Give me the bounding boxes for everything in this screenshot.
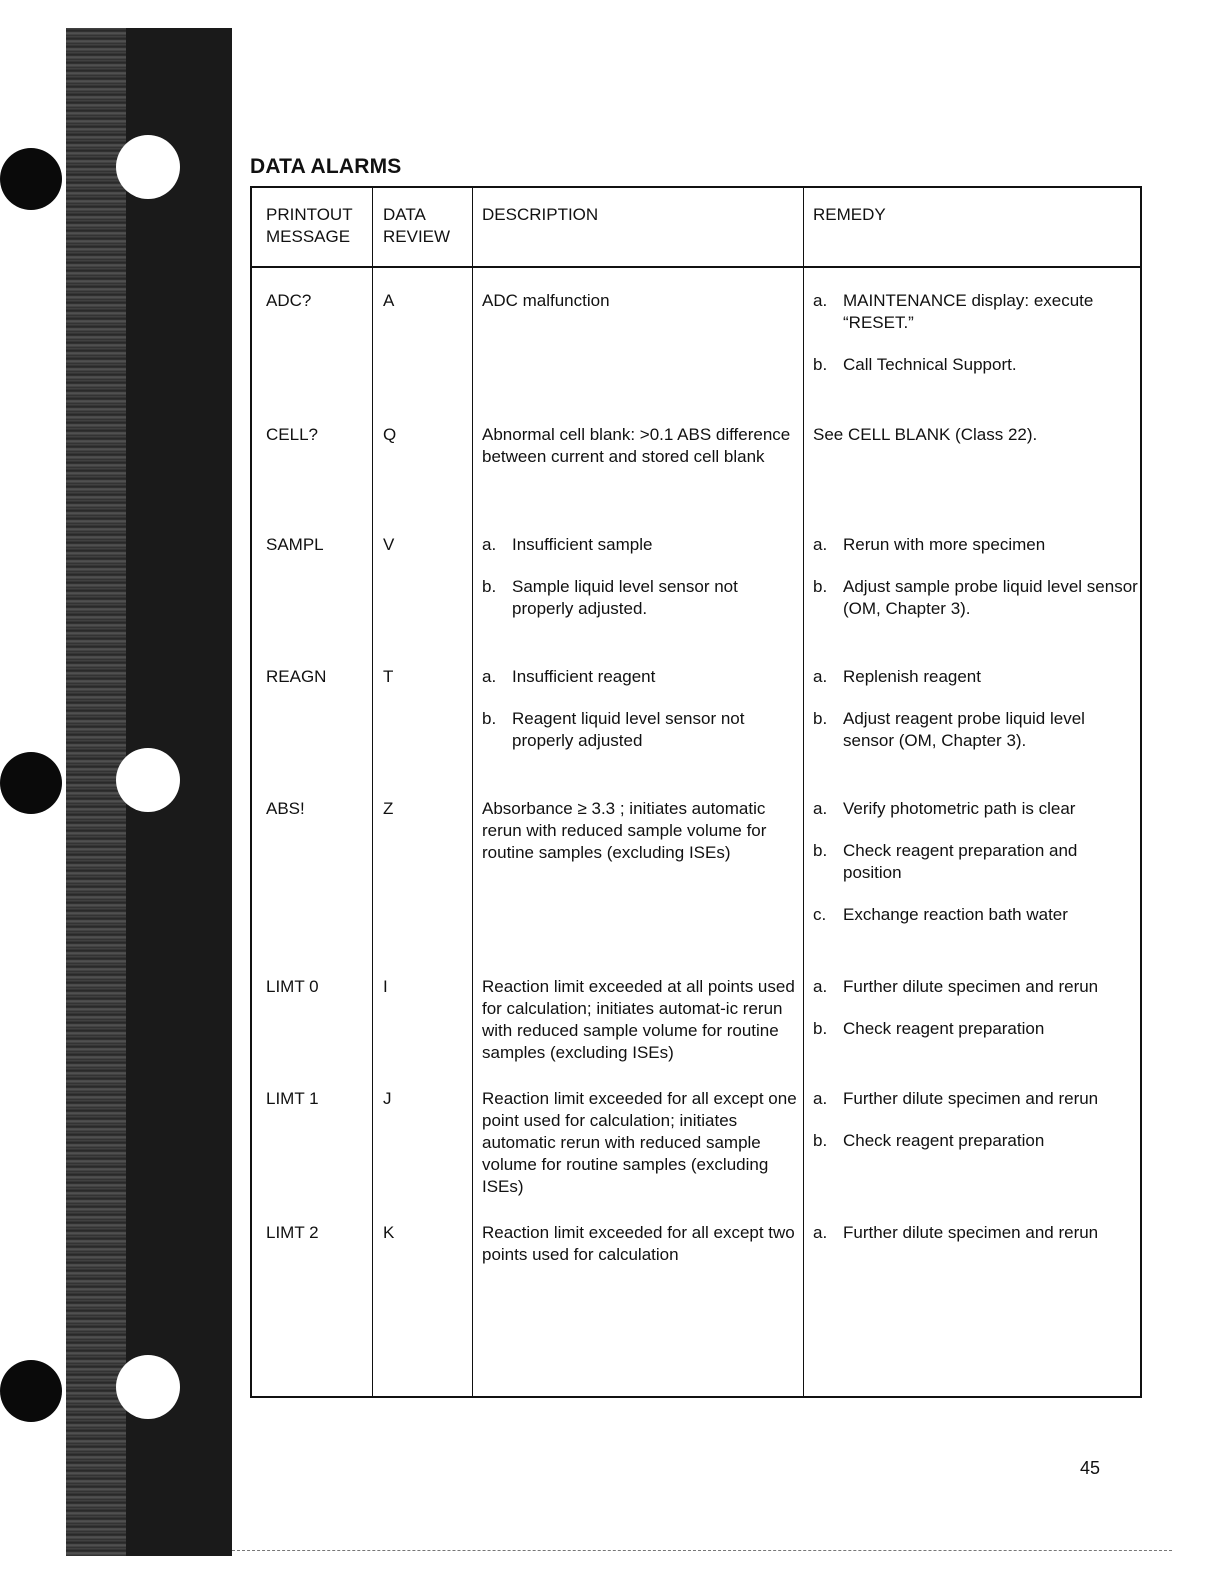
- item-letter: c.: [813, 905, 827, 924]
- item-text: Exchange reaction bath water: [843, 905, 1068, 924]
- description-cell: [482, 424, 800, 488]
- remedy-cell: [813, 1222, 1139, 1264]
- remedy-cell: [813, 534, 1139, 640]
- data-review-code: V: [383, 535, 395, 554]
- remedy-cell: [813, 424, 1139, 466]
- data-review-code: Q: [383, 425, 397, 444]
- remedy-item: [813, 904, 1139, 926]
- item-text: Further dilute specimen and rerun: [843, 1223, 1099, 1242]
- data-review-code: K: [383, 1223, 395, 1242]
- item-text: Insufficient reagent: [512, 667, 656, 686]
- remedy-item: [813, 290, 1139, 334]
- item-letter: b.: [482, 577, 497, 596]
- remedy-item: [813, 666, 1139, 688]
- item-text: Replenish reagent: [843, 667, 981, 686]
- item-letter: b.: [813, 709, 828, 728]
- remedy-item: [813, 1088, 1139, 1110]
- item-text: Adjust sample probe liquid level sensor (OM, Chapter 3).: [843, 577, 1138, 618]
- remedy-item: [813, 798, 1139, 820]
- description-item: [482, 576, 800, 620]
- remedy-item: [813, 1222, 1139, 1244]
- description-item: [482, 976, 800, 1064]
- header-printout-message: PRINTOUT MESSAGE: [266, 205, 353, 246]
- remedy-item: [813, 1018, 1139, 1040]
- description-item: [482, 1088, 800, 1198]
- data-review-code: I: [383, 977, 388, 996]
- description-cell: [482, 798, 800, 884]
- description-item: [482, 666, 800, 688]
- item-text: Reaction limit exceeded for all except two points used for calculation: [482, 1223, 795, 1264]
- item-text: Reaction limit exceeded for all except one point used for calculation; initiates automatic rerun with reduced sample volume for routine samples (excluding ISEs): [482, 1089, 797, 1196]
- item-text: Sample liquid level sensor not properly adjusted.: [512, 577, 738, 618]
- item-text: Reaction limit exceeded at all points used for calculation; initiates automat-ic rerun with reduced sample volume for routine samples (excluding ISEs): [482, 977, 795, 1062]
- item-text: See CELL BLANK (Class 22).: [813, 425, 1038, 444]
- description-cell: [482, 534, 800, 640]
- item-letter: b.: [813, 355, 828, 374]
- description-item: [482, 424, 800, 468]
- item-letter: b.: [813, 841, 828, 860]
- data-review-code: Z: [383, 799, 394, 818]
- data-review-code: T: [383, 667, 394, 686]
- remedy-item: [813, 840, 1139, 884]
- item-text: Absorbance ≥ 3.3 ; initiates automatic rerun with reduced sample volume for routine samples (excluding ISEs): [482, 799, 767, 862]
- item-letter: a.: [813, 291, 828, 310]
- item-text: Insufficient sample: [512, 535, 653, 554]
- remedy-item: [813, 708, 1139, 752]
- item-text: Adjust reagent probe liquid level sensor (OM, Chapter 3).: [843, 709, 1085, 750]
- description-cell: [482, 976, 800, 1084]
- item-text: Check reagent preparation: [843, 1019, 1045, 1038]
- description-item: [482, 290, 800, 312]
- description-cell: [482, 1088, 800, 1218]
- item-text: Rerun with more specimen: [843, 535, 1046, 554]
- item-letter: a.: [813, 1223, 828, 1242]
- item-text: Check reagent preparation: [843, 1131, 1045, 1150]
- binder-hole-top: [116, 135, 180, 199]
- item-text: Abnormal cell blank: >0.1 ABS difference between current and stored cell blank: [482, 425, 791, 466]
- remedy-item: [813, 424, 1139, 446]
- item-letter: a.: [813, 667, 828, 686]
- printout-message: LIMT 2: [266, 1223, 319, 1242]
- remedy-item: [813, 354, 1139, 376]
- item-letter: a.: [482, 667, 497, 686]
- description-item: [482, 798, 800, 864]
- printout-message: LIMT 0: [266, 977, 319, 996]
- data-review-code: J: [383, 1089, 392, 1108]
- remedy-cell: [813, 290, 1139, 396]
- remedy-item: [813, 576, 1139, 620]
- item-letter: b.: [813, 577, 828, 596]
- description-item: [482, 1222, 800, 1266]
- header-remedy: REMEDY: [813, 205, 886, 224]
- remedy-cell: [813, 976, 1139, 1060]
- punch-dot-top: [0, 148, 62, 210]
- printout-message: LIMT 1: [266, 1089, 319, 1108]
- item-letter: a.: [813, 535, 828, 554]
- item-letter: b.: [482, 709, 497, 728]
- page-title: DATA ALARMS: [250, 155, 402, 178]
- bottom-edge-rule: [232, 1550, 1172, 1551]
- item-letter: a.: [813, 1089, 828, 1108]
- data-alarms-table: [250, 186, 1142, 1398]
- printout-message: ADC?: [266, 291, 312, 310]
- item-text: ADC malfunction: [482, 291, 610, 310]
- item-letter: a.: [813, 977, 828, 996]
- header-data-review: DATA REVIEW: [383, 205, 451, 246]
- description-item: [482, 708, 800, 752]
- binder-hole-middle: [116, 748, 180, 812]
- description-cell: [482, 290, 800, 332]
- printout-message: ABS!: [266, 799, 305, 818]
- item-text: Call Technical Support.: [843, 355, 1017, 374]
- item-letter: a.: [813, 799, 828, 818]
- page-number: 45: [1080, 1458, 1101, 1478]
- remedy-item: [813, 976, 1139, 998]
- column-divider: [472, 188, 473, 1396]
- column-divider: [803, 188, 804, 1396]
- item-text: MAINTENANCE display: execute “RESET.”: [843, 291, 1094, 332]
- header-divider: [252, 266, 1140, 268]
- item-text: Check reagent preparation and position: [843, 841, 1078, 882]
- item-text: Further dilute specimen and rerun: [843, 977, 1099, 996]
- remedy-cell: [813, 666, 1139, 772]
- binder-hole-bottom: [116, 1355, 180, 1419]
- printout-message: SAMPL: [266, 535, 324, 554]
- header-description: DESCRIPTION: [482, 205, 599, 224]
- remedy-item: [813, 1130, 1139, 1152]
- binder-texture: [66, 28, 126, 1556]
- item-text: Reagent liquid level sensor not properly adjusted: [512, 709, 745, 750]
- description-cell: [482, 1222, 800, 1286]
- printout-message: CELL?: [266, 425, 318, 444]
- remedy-cell: [813, 798, 1139, 946]
- remedy-cell: [813, 1088, 1139, 1172]
- punch-dot-middle: [0, 752, 62, 814]
- description-item: [482, 534, 800, 556]
- item-text: Further dilute specimen and rerun: [843, 1089, 1099, 1108]
- punch-dot-bottom: [0, 1360, 62, 1422]
- item-letter: b.: [813, 1131, 828, 1150]
- item-text: Verify photometric path is clear: [843, 799, 1076, 818]
- item-letter: b.: [813, 1019, 828, 1038]
- column-divider: [372, 188, 373, 1396]
- data-review-code: A: [383, 291, 395, 310]
- description-cell: [482, 666, 800, 772]
- printout-message: REAGN: [266, 667, 327, 686]
- item-letter: a.: [482, 535, 497, 554]
- remedy-item: [813, 534, 1139, 556]
